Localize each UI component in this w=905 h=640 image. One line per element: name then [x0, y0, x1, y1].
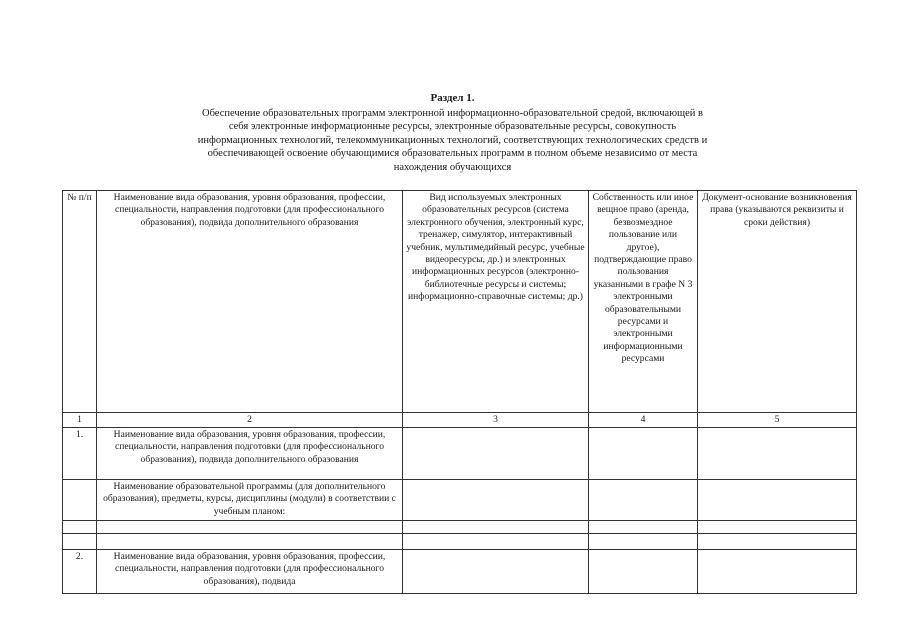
section-heading [120, 92, 785, 175]
row-program-name: Наименование образовательной программы (для дополнительного образования), предметы, курсы, дисциплины (модули) в соответствии с учебным планом: [97, 480, 403, 521]
section-description-line: информационных технологий, телекоммуникационных технологий, соответствующих технологических средств и [197, 134, 708, 146]
empty-cell [97, 521, 403, 534]
empty-cell [63, 521, 97, 534]
table-row [63, 550, 857, 594]
header-cell-document: Документ-основание возникновения права (указываются реквизиты и сроки действия) [698, 191, 857, 413]
empty-cell [589, 521, 698, 534]
table-row [63, 480, 857, 521]
resources-table [62, 190, 857, 594]
row-cell-empty [403, 550, 589, 594]
table-row-empty [63, 521, 857, 534]
empty-cell [589, 534, 698, 550]
row-cell-empty [698, 550, 857, 594]
row-cell-empty [589, 428, 698, 480]
empty-cell [97, 534, 403, 550]
section-description-line: нахождения обучающихся [393, 161, 512, 173]
column-number: 1 [63, 413, 97, 428]
column-number: 2 [97, 413, 403, 428]
row-education-name: Наименование вида образования, уровня образования, профессии, специальности, направления подготовки (для профессионального образования), подвида дополнительного образования [97, 428, 403, 480]
row-cell-empty [589, 480, 698, 521]
section-description-line: Обеспечение образовательных программ электронной информационно-образовательной средой, включающей в [201, 107, 703, 119]
section-description-line: обеспечивающей освоение обучающимися образовательных программ в полном объеме независимо от места [207, 148, 698, 160]
row-cell-empty [698, 428, 857, 480]
header-cell-education-type: Наименование вида образования, уровня образования, профессии, специальности, направления подготовки (для профессионального образования), подвида дополнительного образования [97, 191, 403, 413]
header-cell-number: № п/п [63, 191, 97, 413]
empty-cell [698, 521, 857, 534]
column-number: 4 [589, 413, 698, 428]
section-description-line: себя электронные информационные ресурсы, электронные образовательные ресурсы, совокупность [228, 121, 677, 133]
empty-cell [63, 534, 97, 550]
header-cell-ownership: Собственность или иное вещное право (аренда, безвозмездное пользование или другое), подтверждающие право пользования указанными в графе N 3 электронными образовательными ресурсами и электронными информационными ресурсами [589, 191, 698, 413]
row-number: 2. [63, 550, 97, 594]
header-cell-resource-type: Вид используемых электронных образовательных ресурсов (система электронного обучения, электронный курс, тренажер, симулятор, интерактивный учебник, мультимедийный ресурс, учебные видеоресурсы, др.) и электронных информационных ресурсов (электронно-библиотечные ресурсы и системы; информационно-справочные системы; др.) [403, 191, 589, 413]
table-header-row [63, 191, 857, 413]
empty-cell [403, 521, 589, 534]
empty-cell [698, 534, 857, 550]
row-cell-empty [403, 480, 589, 521]
row-number [63, 480, 97, 521]
column-number: 5 [698, 413, 857, 428]
section-title: Раздел 1. [430, 92, 475, 104]
row-cell-empty [589, 550, 698, 594]
column-number: 3 [403, 413, 589, 428]
empty-cell [403, 534, 589, 550]
row-education-name: Наименование вида образования, уровня образования, профессии, специальности, направления подготовки (для профессионального образования), подвида [97, 550, 403, 594]
column-number-row [63, 413, 857, 428]
table-row-empty [63, 534, 857, 550]
row-number: 1. [63, 428, 97, 480]
row-cell-empty [403, 428, 589, 480]
table-row [63, 428, 857, 480]
row-cell-empty [698, 480, 857, 521]
